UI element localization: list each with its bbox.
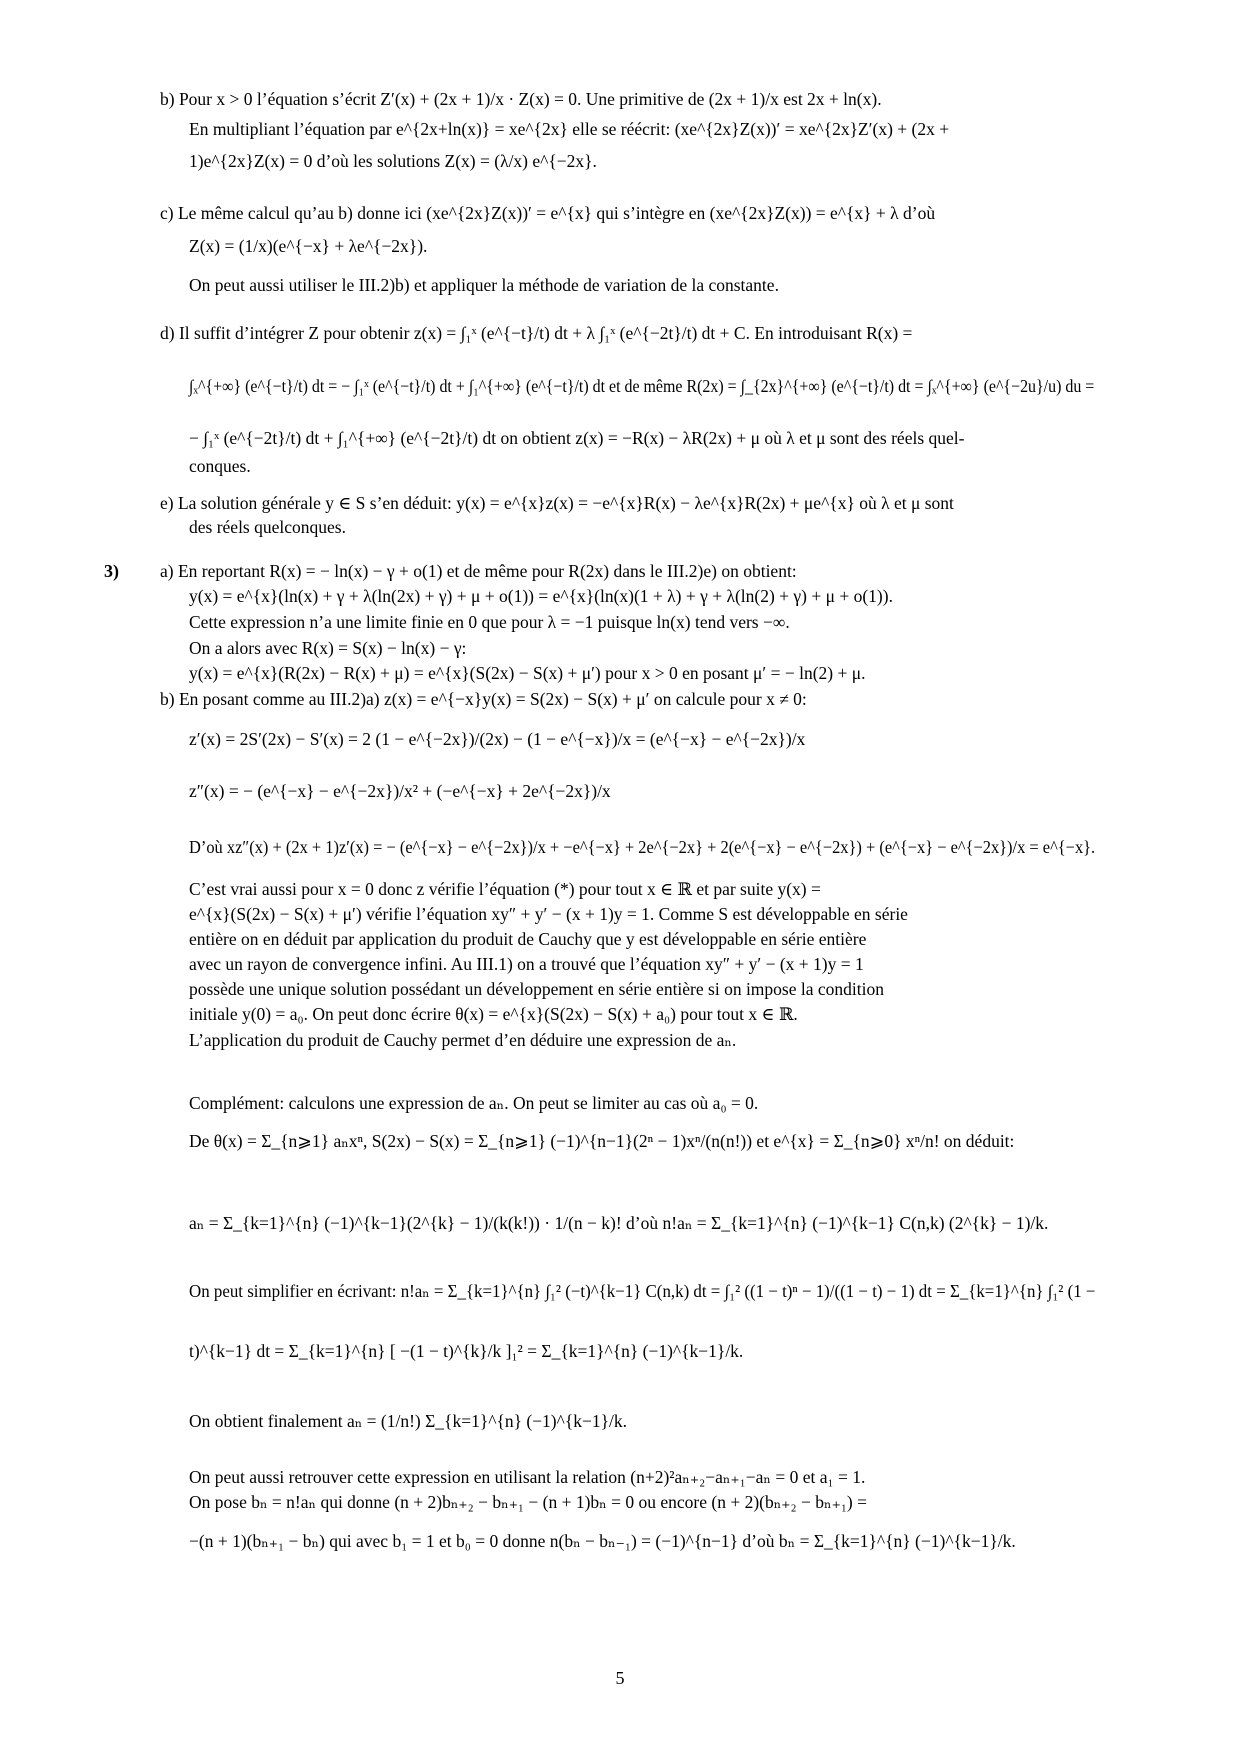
text-line: Z(x) = (1/x)(e^{−x} + λe^{−2x}). [189, 236, 428, 256]
text-line: e) La solution générale y ∈ S s’en déduit: y(x) = e^{x}z(x) = −e^{x}R(x) − λe^{x}R(2x) + μe^{x} où λ et μ sont [160, 493, 954, 513]
page-number: 5 [615, 1668, 625, 1688]
text-line: D’où xz″(x) + (2x + 1)z′(x) = − (e^{−x} − e^{−2x})/x + −e^{−x} + 2e^{−2x} + 2(e^{−x} − e^{−2x}) + (e^{−x} − e^{−2x})/x = e^{−x}. [189, 837, 1096, 857]
text-line: b) Pour x > 0 l’équation s’écrit Z′(x) + (2x + 1)/x · Z(x) = 0. Une primitive de (2x + 1)/x est 2x + ln(x). [160, 89, 882, 109]
text-line: En multipliant l’équation par e^{2x+ln(x)} = xe^{2x} elle se réécrit: (xe^{2x}Z(x))′ = xe^{2x}Z′(x) + (2x + [189, 119, 950, 139]
text-line: possède une unique solution possédant un développement en série entière si on impose la condition [189, 979, 884, 999]
text-line: On peut aussi retrouver cette expression en utilisant la relation (n+2)²aₙ₊₂−aₙ₊₁−aₙ = 0 et a₁ = 1. [189, 1467, 866, 1487]
text-line: On peut simplifier en écrivant: n!aₙ = Σ_{k=1}^{n} ∫₁² (−t)^{k−1} C(n,k) dt = ∫₁² ((1 − t)ⁿ − 1)/((1 − t) − 1) dt = Σ_{k=1}^{n} ∫₁² (1 − [189, 1281, 1096, 1301]
text-line: aₙ = Σ_{k=1}^{n} (−1)^{k−1}(2^{k} − 1)/(k(k!)) · 1/(n − k)! d’où n!aₙ = Σ_{k=1}^{n} (−1)^{k−1} C(n,k) (2^{k} − 1)/k. [189, 1213, 1049, 1233]
text-line: 1)e^{2x}Z(x) = 0 d’où les solutions Z(x) = (λ/x) e^{−2x}. [189, 151, 597, 171]
text-line: Cette expression n’a une limite finie en 0 que pour λ = −1 puisque ln(x) tend vers −∞. [189, 612, 790, 632]
text-line: z″(x) = − (e^{−x} − e^{−2x})/x² + (−e^{−x} + 2e^{−2x})/x [189, 781, 611, 801]
text-line: avec un rayon de convergence infini. Au III.1) on a trouvé que l’équation xy″ + y′ − (x + 1)y = 1 [189, 954, 864, 974]
text-line: Complément: calculons une expression de aₙ. On peut se limiter au cas où a₀ = 0. [189, 1093, 759, 1113]
text-line: conques. [189, 456, 251, 476]
text-line: b) En posant comme au III.2)a) z(x) = e^{−x}y(x) = S(2x) − S(x) + μ′ on calcule pour x ≠ 0: [160, 689, 807, 709]
text-line: c) Le même calcul qu’au b) donne ici (xe^{2x}Z(x))′ = e^{x} qui s’intègre en (xe^{2x}Z(x)) = e^{x} + λ d’où [160, 203, 936, 223]
text-line: entière on en déduit par application du produit de Cauchy que y est développable en série entière [189, 929, 867, 949]
text-line: On obtient finalement aₙ = (1/n!) Σ_{k=1}^{n} (−1)^{k−1}/k. [189, 1411, 628, 1431]
text-line: −(n + 1)(bₙ₊₁ − bₙ) qui avec b₁ = 1 et b₀ = 0 donne n(bₙ − bₙ₋₁) = (−1)^{n−1} d’où bₙ = Σ_{k=1}^{n} (−1)^{k−1}/k. [189, 1531, 1016, 1551]
text-line: C’est vrai aussi pour x = 0 donc z vérifie l’équation (*) pour tout x ∈ ℝ et par suite y(x) = [189, 879, 821, 899]
text-line: d) Il suffit d’intégrer Z pour obtenir z(x) = ∫₁ˣ (e^{−t}/t) dt + λ ∫₁ˣ (e^{−2t}/t) dt + C. En introduisant R(x) = [160, 323, 913, 343]
text-line: des réels quelconques. [189, 517, 346, 537]
text-line: De θ(x) = Σ_{n⩾1} aₙxⁿ, S(2x) − S(x) = Σ_{n⩾1} (−1)^{n−1}(2ⁿ − 1)xⁿ/(n(n!)) et e^{x} = Σ_{n⩾0} xⁿ/n! on déduit: [189, 1131, 1015, 1151]
text-line: − ∫₁ˣ (e^{−2t}/t) dt + ∫₁^{+∞} (e^{−2t}/t) dt on obtient z(x) = −R(x) − λR(2x) + μ où λ et μ sont des réels quel- [189, 428, 965, 448]
text-line: On pose bₙ = n!aₙ qui donne (n + 2)bₙ₊₂ − bₙ₊₁ − (n + 1)bₙ = 0 ou encore (n + 2)(bₙ₊₂ − bₙ₊₁) = [189, 1492, 867, 1512]
text-line: ∫ₓ^{+∞} (e^{−t}/t) dt = − ∫₁ˣ (e^{−t}/t) dt + ∫₁^{+∞} (e^{−t}/t) dt et de même R(2x) = ∫_{2x}^{+∞} (e^{−t}/t) dt = ∫ₓ^{+∞} (e^{−2u}/u) du = [189, 376, 1095, 396]
text-line: a) En reportant R(x) = − ln(x) − γ + o(1) et de même pour R(2x) dans le III.2)e) on obtient: [160, 561, 797, 581]
text-line: L’application du produit de Cauchy permet d’en déduire une expression de aₙ. [189, 1030, 737, 1050]
section-number: 3) [104, 561, 119, 581]
text-line: On a alors avec R(x) = S(x) − ln(x) − γ: [189, 638, 467, 658]
text-line: y(x) = e^{x}(ln(x) + γ + λ(ln(2x) + γ) + μ + o(1)) = e^{x}(ln(x)(1 + λ) + γ + λ(ln(2) + γ) + μ + o(1)). [189, 586, 893, 606]
text-line: t)^{k−1} dt = Σ_{k=1}^{n} [ −(1 − t)^{k}/k ]₁² = Σ_{k=1}^{n} (−1)^{k−1}/k. [189, 1341, 744, 1361]
text-line: z′(x) = 2S′(2x) − S′(x) = 2 (1 − e^{−2x})/(2x) − (1 − e^{−x})/x = (e^{−x} − e^{−2x})/x [189, 729, 806, 749]
text-line: On peut aussi utiliser le III.2)b) et appliquer la méthode de variation de la constante. [189, 275, 779, 295]
text-line: y(x) = e^{x}(R(2x) − R(x) + μ) = e^{x}(S(2x) − S(x) + μ′) pour x > 0 en posant μ′ = − ln(2) + μ. [189, 663, 866, 683]
text-line: e^{x}(S(2x) − S(x) + μ′) vérifie l’équation xy″ + y′ − (x + 1)y = 1. Comme S est développable en série [189, 904, 908, 924]
text-line: initiale y(0) = a₀. On peut donc écrire θ(x) = e^{x}(S(2x) − S(x) + a₀) pour tout x ∈ ℝ. [189, 1004, 798, 1024]
